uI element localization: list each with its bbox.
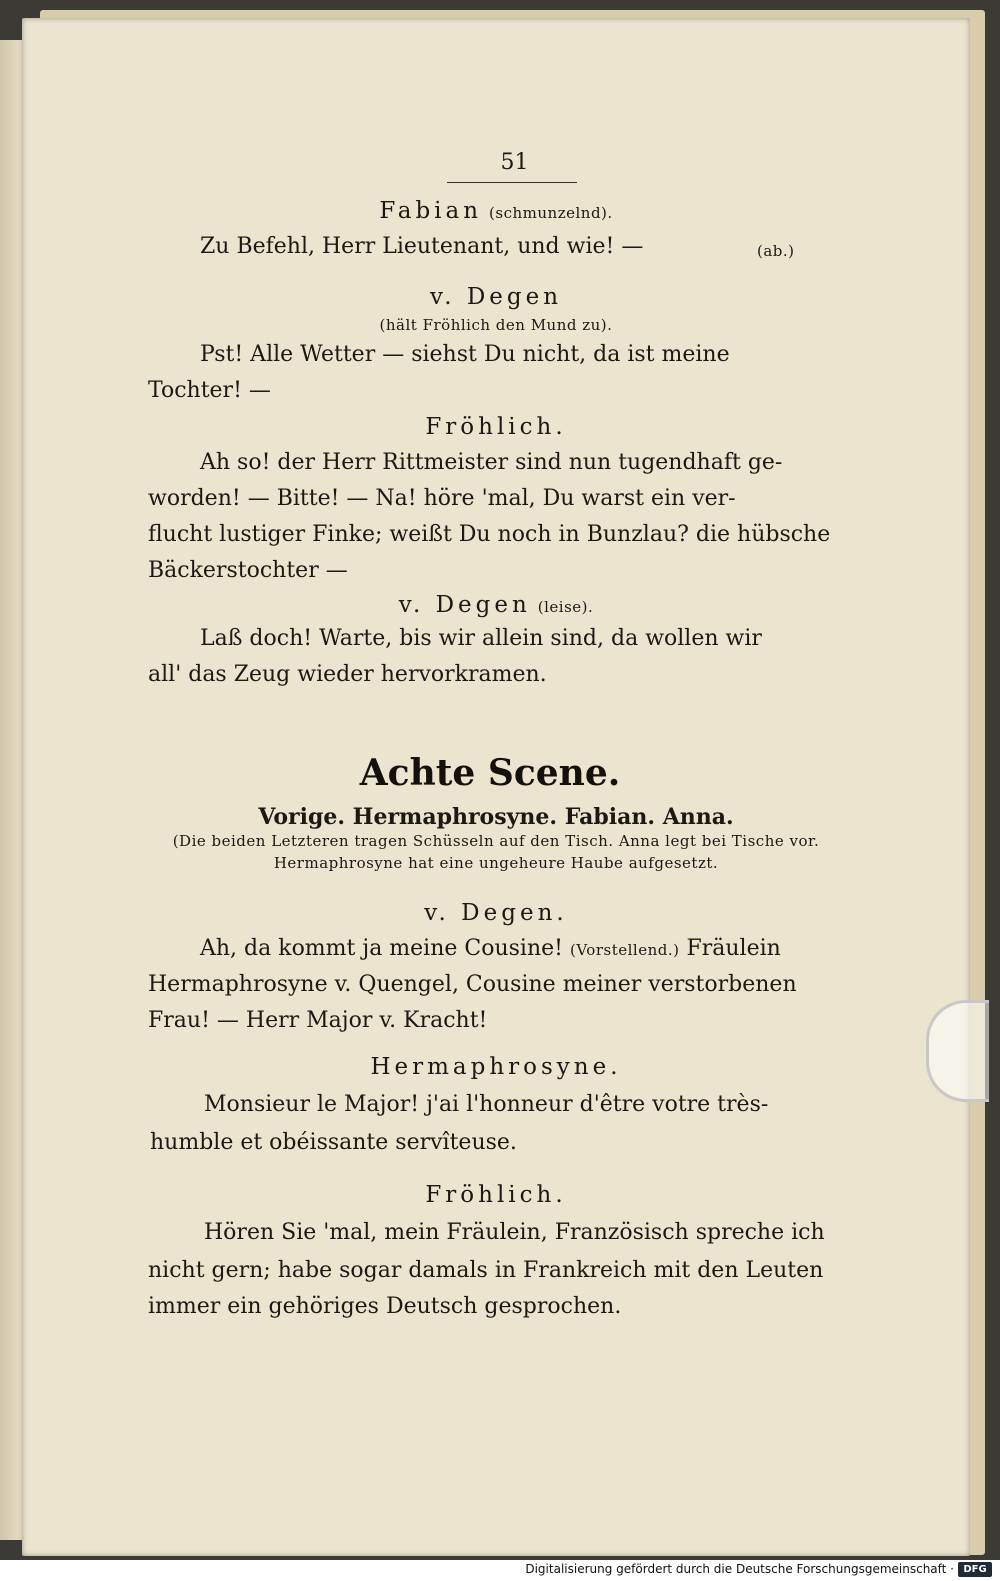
speaker-name: v. Degen: [398, 592, 531, 618]
dialogue-line: all' das Zeug wieder hervorkramen.: [148, 662, 547, 687]
funding-notice: Digitalisierung gefördert durch die Deutsche Forschungsgemeinschaft ·: [525, 1562, 954, 1576]
dialogue-line: Monsieur le Major! j'ai l'honneur d'être votre très-: [204, 1092, 769, 1117]
speaker-line: [22, 588, 970, 624]
stage-direction: (Die beiden Letzteren tragen Schüsseln auf den Tisch. Anna legt bei Tische vor.: [172, 832, 820, 850]
stage-direction: (schmunzelnd).: [489, 204, 613, 222]
speaker-name: Fröhlich.: [425, 1182, 567, 1208]
dialogue-line: Zu Befehl, Herr Lieutenant, und wie! —: [200, 234, 644, 259]
stage-direction: Hermaphrosyne hat eine ungeheure Haube aufgesetzt.: [273, 854, 719, 872]
dialogue-line: humble et obéissante servîteuse.: [150, 1130, 517, 1155]
footer-bar: [0, 1560, 1000, 1581]
dialogue-text: Ah, da kommt ja meine Cousine!: [200, 936, 563, 961]
stage-direction: (ab.): [757, 242, 795, 260]
cast-list: Vorige. Hermaphrosyne. Fabian. Anna.: [258, 804, 734, 830]
dialogue-line: Hören Sie 'mal, mein Fräulein, Französisch spreche ich: [204, 1220, 825, 1245]
dialogue-line: Bäckerstochter —: [148, 558, 348, 583]
dialogue-line: Hermaphrosyne v. Quengel, Cousine meiner verstorbenen: [148, 972, 797, 997]
dialogue-line: Pst! Alle Wetter — siehst Du nicht, da ist meine: [200, 342, 730, 367]
speaker-line: [22, 194, 970, 230]
dialogue-line: Ah so! der Herr Rittmeister sind nun tugendhaft ge-: [200, 450, 783, 475]
dialogue-line: nicht gern; habe sogar damals in Frankreich mit den Leuten: [148, 1258, 824, 1283]
dialogue-line: worden! — Bitte! — Na! höre 'mal, Du warst ein ver-: [148, 486, 736, 511]
dialogue-line: immer ein gehöriges Deutsch gesprochen.: [148, 1294, 622, 1319]
dialogue-line: flucht lustiger Finke; weißt Du noch in Bunzlau? die hübsche: [148, 522, 831, 547]
page-number-rule: [447, 182, 577, 183]
stage-direction: (Vorstellend.): [570, 941, 680, 959]
dialogue-text: Fräulein: [686, 936, 781, 961]
speaker-name: v. Degen.: [424, 900, 568, 926]
page-number: 51: [500, 150, 529, 175]
dialogue-line: Laß doch! Warte, bis wir allein sind, da wollen wir: [200, 626, 762, 651]
dfg-logo: DFG: [958, 1562, 992, 1577]
stage-direction: (leise).: [537, 598, 594, 616]
speaker-name: Hermaphrosyne.: [370, 1054, 622, 1080]
stage-direction: (hält Fröhlich den Mund zu).: [379, 316, 613, 334]
dialogue-line: Tochter! —: [148, 378, 271, 403]
page-clip: [926, 1000, 989, 1102]
speaker-name: Fabian: [379, 198, 483, 224]
scene-title: Achte Scene.: [359, 752, 621, 794]
dialogue-line: Frau! — Herr Major v. Kracht!: [148, 1008, 488, 1033]
speaker-name: v. Degen: [429, 284, 563, 310]
speaker-name: Fröhlich.: [425, 414, 567, 440]
